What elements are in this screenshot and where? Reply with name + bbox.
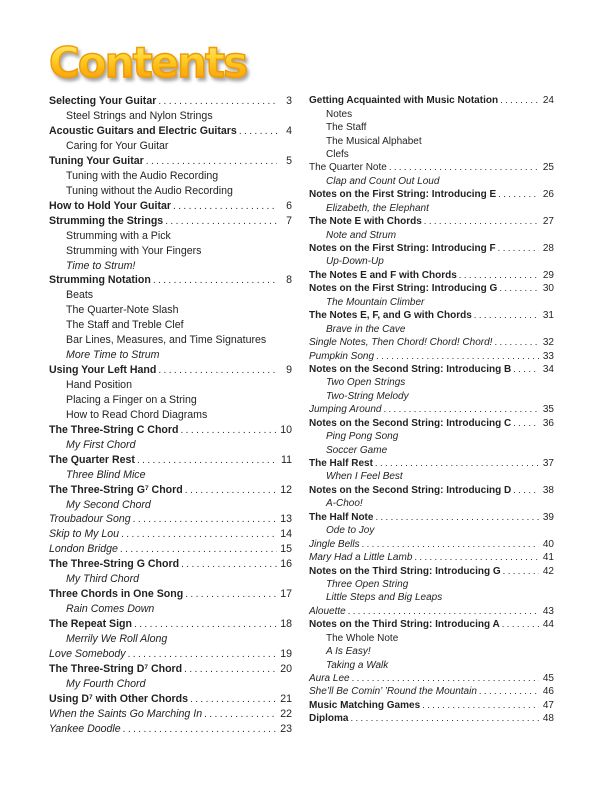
- toc-entry: [309, 431, 554, 444]
- toc-entry: [49, 454, 292, 469]
- page-number: 36: [542, 417, 554, 429]
- dot-leader: [474, 310, 539, 321]
- toc-entry-label: Aura Lee: [309, 673, 350, 684]
- toc-entry: [49, 543, 292, 558]
- page-number: 47: [542, 699, 554, 711]
- dot-leader: [239, 125, 277, 137]
- toc-entry-label: Jumping Around: [309, 404, 382, 416]
- toc-entry-label: Using Your Left Hand: [49, 364, 157, 377]
- dot-leader: [383, 404, 539, 415]
- toc-entry: [49, 215, 292, 230]
- toc-entry-label: Three Blind Mice: [66, 468, 146, 481]
- dot-leader: [158, 364, 277, 376]
- toc-entry: [49, 693, 292, 708]
- toc-entry-label: Elizabeth, the Elephant: [326, 202, 429, 214]
- toc-entry-label: Getting Acquainted with Music Notation: [309, 95, 499, 107]
- toc-entry-label: Jingle Bells: [309, 538, 360, 550]
- toc-entry-label: Using $D^7$ with Other Chords: [49, 692, 189, 705]
- toc-entry-label: She’ll Be Comin’ ’Round the Mountain: [309, 686, 477, 698]
- toc-entry: [49, 708, 292, 723]
- toc-entry: [49, 95, 292, 110]
- page-number: 9: [286, 364, 292, 377]
- toc-right-column: [309, 95, 554, 737]
- dot-leader: [422, 700, 539, 711]
- toc-entry: [309, 471, 554, 484]
- toc-entry: [309, 109, 554, 122]
- page-number: 38: [542, 484, 554, 496]
- toc-entry: [49, 185, 292, 200]
- toc-entry: [309, 377, 554, 390]
- page-number: 34: [542, 363, 554, 375]
- toc-entry-label: The Musical Alphabet: [326, 135, 422, 147]
- dot-leader: [499, 283, 539, 294]
- toc-entry: [309, 686, 554, 699]
- dot-leader: [158, 95, 277, 107]
- dot-leader: [181, 558, 277, 570]
- toc-entry-label: Notes on the Second String: Introducing B: [309, 363, 512, 375]
- toc-entry: [309, 646, 554, 659]
- dot-leader: [498, 189, 539, 200]
- toc-entry-label: Little Steps and Big Leaps: [326, 592, 443, 604]
- toc-entry: [309, 256, 554, 269]
- toc-entry-label: Beats: [66, 289, 94, 302]
- dot-leader: [146, 155, 277, 167]
- dot-leader: [500, 95, 539, 106]
- dot-leader: [173, 200, 277, 212]
- toc-entry: [49, 409, 292, 424]
- toc-entry-label: Notes on the First String: Introducing G: [309, 283, 498, 295]
- page-number: 15: [280, 543, 292, 556]
- toc-entry: [49, 618, 292, 633]
- toc-entry-label: The Quarter-Note Slash: [66, 304, 179, 317]
- toc-entry: [49, 334, 292, 349]
- toc-entry: [309, 498, 554, 511]
- page-number: 3: [286, 95, 292, 108]
- dot-leader: [513, 418, 539, 429]
- toc-entry-label: Hand Position: [66, 379, 132, 391]
- toc-entry-label: The Repeat Sign: [49, 618, 132, 630]
- toc-entry: [49, 484, 292, 499]
- toc-entry-label: Clefs: [326, 148, 349, 160]
- toc-entry: [49, 200, 292, 215]
- toc-entry: [309, 351, 554, 364]
- toc-entry: [49, 140, 292, 155]
- page-number: 19: [280, 647, 292, 660]
- toc-entry: [309, 364, 554, 377]
- toc-entry: [309, 270, 554, 283]
- toc-entry: [309, 337, 554, 350]
- toc-entry-label: Taking a Walk: [326, 659, 389, 671]
- toc-entry-label: Two Open Strings: [326, 377, 406, 389]
- toc-columns: [49, 95, 554, 737]
- toc-entry-label: Note and Strum: [326, 229, 397, 241]
- toc-entry-label: The Notes E and F with Chords: [309, 269, 457, 281]
- page-number: 40: [542, 538, 554, 550]
- page-number: 6: [286, 199, 292, 212]
- page-number: 18: [280, 618, 292, 630]
- toc-entry-label: Music Matching Games: [309, 699, 421, 711]
- toc-entry-label: Strumming the Strings: [49, 214, 164, 227]
- toc-entry: [309, 525, 554, 538]
- toc-entry: [49, 379, 292, 394]
- toc-entry-label: London Bridge: [49, 543, 118, 556]
- toc-entry-label: Acoustic Guitars and Electric Guitars: [49, 125, 237, 138]
- page-number: 44: [542, 619, 554, 631]
- page-number: 26: [542, 189, 554, 201]
- toc-entry: [49, 304, 292, 319]
- toc-entry-label: Mary Had a Little Lamb: [309, 552, 413, 564]
- toc-entry: [49, 588, 292, 603]
- dot-leader: [362, 539, 539, 550]
- page-number: 20: [280, 662, 292, 675]
- dot-leader: [479, 686, 539, 697]
- toc-entry-label: My Second Chord: [66, 498, 151, 511]
- toc-entry: [49, 648, 292, 663]
- page-number: 17: [280, 588, 292, 601]
- toc-entry: [49, 260, 292, 275]
- toc-entry: [49, 125, 292, 140]
- dot-leader: [502, 619, 539, 630]
- page-number: 21: [280, 692, 292, 705]
- page-number: 43: [542, 605, 554, 617]
- toc-entry: [309, 633, 554, 646]
- toc-entry-label: Three Chords in One Song: [49, 588, 184, 601]
- toc-entry-label: Notes on the Second String: Introducing D: [309, 484, 512, 496]
- toc-entry: [309, 243, 554, 256]
- toc-entry: [309, 122, 554, 135]
- toc-entry: [309, 539, 554, 552]
- toc-entry-label: Brave in the Cave: [326, 323, 406, 335]
- dot-leader: [503, 566, 539, 577]
- toc-entry: [49, 439, 292, 454]
- toc-entry-label: Strumming with a Pick: [66, 229, 171, 242]
- toc-entry: [309, 136, 554, 149]
- dot-leader: [375, 512, 539, 523]
- toc-entry-label: Pumpkin Song: [309, 350, 375, 362]
- page-number: 41: [542, 552, 554, 564]
- toc-entry: [309, 673, 554, 686]
- dot-leader: [120, 543, 277, 555]
- toc-entry-label: My Fourth Chord: [66, 677, 146, 690]
- toc-entry: [309, 485, 554, 498]
- dot-leader: [204, 708, 277, 720]
- dot-leader: [350, 713, 539, 724]
- page-number: 10: [280, 423, 292, 436]
- page-number: 14: [280, 528, 292, 541]
- page-number: 22: [280, 707, 292, 720]
- toc-entry: [309, 619, 554, 632]
- page-number: 35: [542, 404, 554, 416]
- toc-entry-label: The Three-String $G^7$ Chord: [49, 483, 183, 496]
- page-number: 11: [281, 453, 292, 466]
- dot-leader: [352, 673, 539, 684]
- dot-leader: [348, 606, 539, 617]
- toc-entry: [49, 678, 292, 693]
- toc-entry-label: The Notes E, F, and G with Chords: [309, 310, 472, 322]
- dot-leader: [133, 513, 277, 525]
- dot-leader: [389, 162, 539, 173]
- toc-entry-label: Clap and Count Out Loud: [326, 175, 440, 187]
- toc-entry: [309, 512, 554, 525]
- toc-entry: [309, 230, 554, 243]
- dot-leader: [424, 216, 539, 227]
- toc-entry-label: Love Somebody: [49, 647, 126, 660]
- toc-entry: [309, 324, 554, 337]
- toc-entry-label: My First Chord: [66, 438, 136, 451]
- page-number: 5: [286, 154, 292, 167]
- toc-entry-label: Notes: [326, 108, 353, 120]
- page-number: 28: [542, 243, 554, 254]
- toc-entry: [49, 469, 292, 484]
- toc-entry: [49, 528, 292, 543]
- toc-entry: [49, 155, 292, 170]
- dot-leader: [376, 351, 539, 362]
- toc-entry: [49, 364, 292, 379]
- page-number: 13: [280, 513, 292, 526]
- page-number: 7: [286, 214, 292, 227]
- toc-entry: [309, 566, 554, 579]
- toc-entry-label: Single Notes, Then Chord! Chord! Chord!: [309, 337, 493, 349]
- toc-entry: [49, 603, 292, 618]
- toc-left-column: [49, 95, 292, 737]
- toc-entry-label: Selecting Your Guitar: [49, 95, 157, 108]
- toc-entry-label: Alouette: [309, 605, 346, 617]
- dot-leader: [123, 723, 277, 735]
- toc-entry-label: Diploma: [309, 713, 349, 725]
- toc-entry: [309, 391, 554, 404]
- toc-entry-label: Soccer Game: [326, 444, 388, 456]
- toc-entry: [49, 170, 292, 185]
- dot-leader: [459, 270, 539, 281]
- dot-leader: [375, 458, 539, 469]
- toc-entry: [309, 418, 554, 431]
- toc-entry-label: Three Open String: [326, 578, 409, 590]
- toc-entry-label: The Half Rest: [309, 458, 373, 469]
- dot-leader: [134, 618, 277, 630]
- toc-entry-label: When I Feel Best: [326, 471, 403, 483]
- toc-entry: [309, 552, 554, 565]
- toc-entry: [309, 176, 554, 189]
- toc-entry-label: Tuning with the Audio Recording: [66, 169, 219, 182]
- page-number: 4: [286, 125, 292, 138]
- dot-leader: [513, 364, 539, 375]
- toc-entry: [309, 216, 554, 229]
- dot-leader: [137, 454, 277, 466]
- toc-entry-label: The Note E with Chords: [309, 216, 422, 228]
- toc-entry-label: More Time to Strum: [66, 349, 160, 362]
- toc-entry: [309, 189, 554, 202]
- toc-entry: [49, 424, 292, 439]
- toc-entry-label: The Whole Note: [326, 632, 399, 644]
- toc-entry: [49, 245, 292, 260]
- toc-entry-label: Notes on the Third String: Introducing G: [309, 565, 501, 577]
- toc-entry-label: Rain Comes Down: [66, 603, 155, 616]
- toc-entry-label: The Half Note: [309, 511, 374, 523]
- toc-entry: [49, 573, 292, 588]
- toc-entry: [49, 110, 292, 125]
- toc-entry: [309, 404, 554, 417]
- page-number: 12: [280, 483, 292, 496]
- toc-entry-label: The Staff: [326, 122, 367, 134]
- toc-entry-label: My Third Chord: [66, 573, 139, 586]
- toc-entry-label: The Three-String $D^7$ Chord: [49, 662, 183, 675]
- toc-entry: [309, 310, 554, 323]
- page-number: 27: [542, 216, 554, 228]
- toc-entry-label: Tuning Your Guitar: [49, 154, 144, 167]
- toc-entry: [49, 349, 292, 364]
- toc-entry-label: Strumming Notation: [49, 274, 151, 287]
- toc-entry: [49, 274, 292, 289]
- page-number: 48: [542, 713, 554, 725]
- toc-entry-label: When the Saints Go Marching In: [49, 707, 203, 720]
- toc-entry-label: How to Hold Your Guitar: [49, 199, 172, 212]
- toc-entry-label: Two-String Melody: [326, 390, 409, 402]
- page-number: 46: [542, 686, 554, 698]
- toc-entry: [49, 319, 292, 334]
- dot-leader: [184, 663, 277, 675]
- toc-entry-label: A-Choo!: [326, 498, 363, 510]
- toc-entry: [49, 633, 292, 648]
- toc-entry: [309, 660, 554, 673]
- chord-superscript: 7: [144, 663, 149, 671]
- toc-entry: [49, 558, 292, 573]
- toc-entry: [309, 203, 554, 216]
- page-number: 29: [542, 269, 554, 281]
- toc-entry: [309, 700, 554, 713]
- toc-entry-label: Notes on the Third String: Introducing A: [309, 619, 500, 631]
- page-number: 8: [286, 274, 292, 287]
- page-number: 32: [542, 337, 554, 349]
- page-number: 37: [542, 458, 554, 469]
- dot-leader: [185, 484, 277, 496]
- toc-entry-label: The Three-String G Chord: [49, 558, 180, 571]
- toc-entry-label: The Staff and Treble Clef: [66, 319, 184, 332]
- toc-entry-label: The Mountain Climber: [326, 296, 425, 308]
- toc-entry-label: Bar Lines, Measures, and Time Signatures: [66, 334, 267, 347]
- toc-entry: [49, 230, 292, 245]
- dot-leader: [128, 648, 277, 660]
- dot-leader: [165, 215, 277, 227]
- toc-entry: [309, 606, 554, 619]
- toc-entry: [309, 162, 554, 175]
- toc-entry: [309, 95, 554, 108]
- toc-entry-label: Ping Pong Song: [326, 431, 399, 443]
- dot-leader: [190, 693, 277, 705]
- toc-entry-label: Time to Strum!: [66, 259, 136, 272]
- dot-leader: [498, 243, 539, 254]
- toc-entry-label: Notes on the Second String: Introducing C: [309, 417, 512, 429]
- dot-leader: [180, 424, 277, 436]
- dot-leader: [513, 485, 539, 496]
- dot-leader: [414, 552, 539, 563]
- toc-entry-label: Notes on the First String: Introducing F: [309, 243, 496, 254]
- toc-entry: [49, 663, 292, 678]
- page-number: 25: [542, 162, 554, 174]
- page-number: 42: [542, 565, 554, 577]
- toc-entry-label: Caring for Your Guitar: [66, 140, 169, 152]
- toc-entry: [309, 458, 554, 471]
- toc-entry-label: The Quarter Rest: [49, 453, 135, 466]
- toc-entry-label: Notes on the First String: Introducing E: [309, 189, 497, 201]
- page-number: 39: [542, 511, 554, 523]
- toc-entry: [309, 445, 554, 458]
- page-number: 30: [542, 283, 554, 295]
- chord-superscript: 7: [89, 693, 93, 701]
- page-title: Contents: [49, 38, 247, 87]
- toc-entry-label: A Is Easy!: [326, 646, 371, 658]
- toc-entry-label: Yankee Doodle: [49, 722, 121, 735]
- toc-entry-label: Troubadour Song: [49, 513, 131, 526]
- toc-entry: [309, 713, 554, 726]
- toc-entry: [49, 499, 292, 514]
- toc-entry-label: The Quarter Note: [309, 162, 387, 174]
- toc-entry-label: Ode to Joy: [326, 525, 375, 537]
- dot-leader: [185, 588, 277, 600]
- toc-entry-label: How to Read Chord Diagrams: [66, 408, 208, 421]
- toc-entry: [309, 149, 554, 162]
- toc-entry: [49, 289, 292, 304]
- toc-entry-label: Skip to My Lou: [49, 528, 120, 541]
- toc-entry: [49, 394, 292, 409]
- toc-entry-label: The Three-String C Chord: [49, 423, 179, 436]
- toc-entry: [49, 723, 292, 738]
- dot-leader: [494, 337, 539, 348]
- toc-entry-label: Merrily We Roll Along: [66, 632, 168, 645]
- dot-leader: [153, 274, 277, 286]
- toc-entry-label: Placing a Finger on a String: [66, 393, 197, 406]
- toc-entry: [49, 513, 292, 528]
- page-number: 45: [542, 673, 554, 684]
- toc-entry-label: Steel Strings and Nylon Strings: [66, 110, 213, 123]
- toc-entry-label: Tuning without the Audio Recording: [66, 184, 233, 197]
- toc-entry: [309, 592, 554, 605]
- page-number: 16: [280, 558, 292, 571]
- chord-superscript: 7: [144, 484, 149, 492]
- toc-entry-label: Strumming with Your Fingers: [66, 244, 202, 257]
- page-number: 24: [542, 95, 554, 107]
- page-number: 33: [542, 350, 554, 362]
- toc-entry: [309, 297, 554, 310]
- page-number: 31: [542, 310, 554, 322]
- dot-leader: [121, 528, 277, 540]
- toc-entry: [309, 579, 554, 592]
- page-number: 23: [280, 722, 292, 735]
- toc-entry-label: Up-Down-Up: [326, 256, 384, 268]
- toc-entry: [309, 283, 554, 296]
